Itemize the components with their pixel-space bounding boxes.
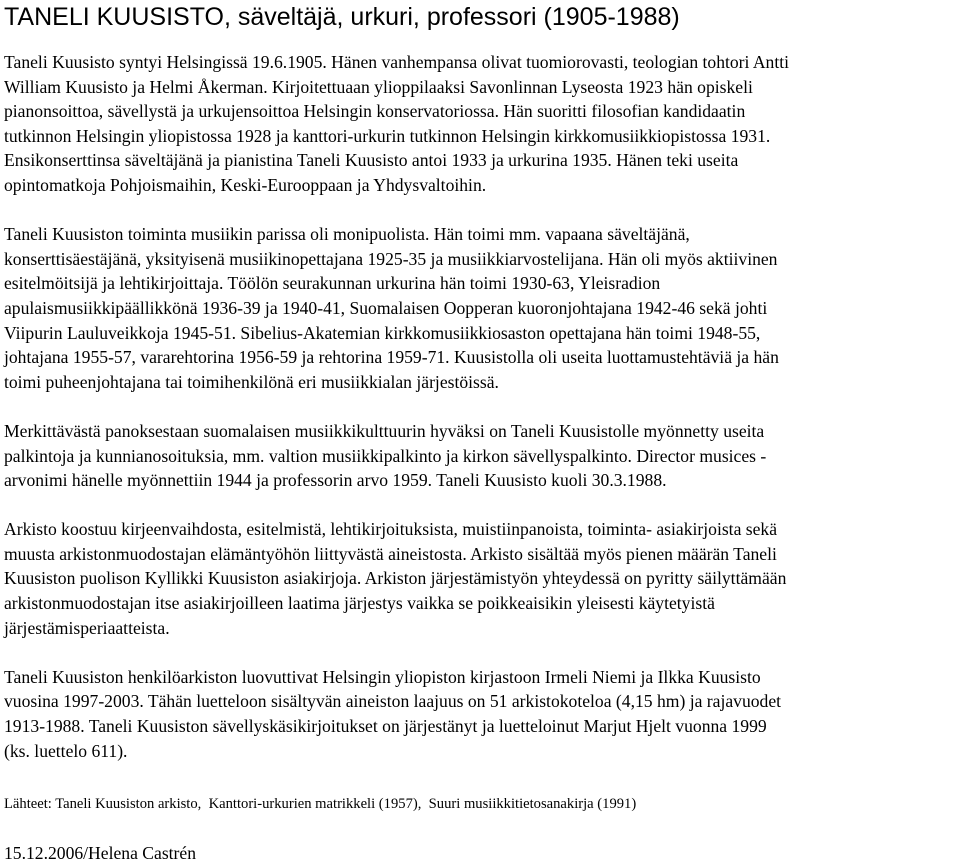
text-line: arkistonmuodostajan itse asiakirjoilleen laatima järjestys vaikka se poikkeaisikin yleisesti käytetyistä [4,593,715,614]
text-line: palkintoja ja kunnianosoituksia, mm. valtion musiikkipalkinto ja kirkon sävellyspalkinto. Director musices - [4,445,767,466]
text-line: apulaismusiikkipäällikkönä 1936-39 ja 1940-41, Suomalaisen Oopperan kuoronjohtajana 1942-46 sekä johti [4,297,768,318]
text-line: Taneli Kuusisto syntyi Helsingissä 19.6.1905. Hänen vanhempansa olivat tuomiorovasti, teologian tohtori Antti [4,52,790,72]
text-line: (ks. luettelo 611). [4,740,128,761]
text-line: opintomatkoja Pohjoismaihin, Keski-Eurooppaan ja Yhdysvaltoihin. [4,174,487,195]
sources-line: Lähteet: Taneli Kuusiston arkisto, Kanttori-urkurien matrikkeli (1957), Suuri musiikkitietosanakirja (1991) [4,796,637,812]
document-title: TANELI KUUSISTO, säveltäjä, urkuri, professori (1905-1988) [4,3,680,31]
text-line: konserttisäestäjänä, yksityisenä musiikinopettajana 1925-35 ja musiikkiarvostelijana. Hän oli myös aktiivinen [4,248,778,269]
text-line: Viipurin Lauluveikkoja 1945-51. Sibelius-Akatemian kirkkomusiikkiosaston opettajana hän toimi 1948-55, [4,322,761,343]
text-line: 1913-1988. Taneli Kuusiston sävellyskäsikirjoitukset on järjestänyt ja luetteloinut Marjut Hjelt vuonna 1999 [4,716,767,737]
text-line: toimi puheenjohtajana tai toimihenkilönä eri musiikkialan järjestöissä. [4,371,499,392]
text-line: William Kuusisto ja Helmi Åkerman. Kirjoitettuaan ylioppilaaksi Savonlinnan Lyseosta 1923 hän opiskeli [4,76,753,97]
text-line: järjestämisperiaatteista. [4,617,170,638]
text-line: muusta arkistonmuodostajan elämäntyöhön liittyvästä aineistosta. Arkisto sisältää myös pienen määrän Taneli [4,543,777,564]
paragraph-archive-donation [4,665,954,763]
text-line: Merkittävästä panoksestaan suomalaisen musiikkikulttuurin hyväksi on Taneli Kuusistolle myönnetty useita [4,420,765,441]
paragraph-career [4,222,954,394]
paragraph-honours [4,419,954,493]
text-line: Taneli Kuusiston henkilöarkiston luovuttivat Helsingin yliopiston kirjastoon Irmeli Niemi ja Ilkka Kuusisto [4,666,761,687]
document-body [4,50,954,788]
text-line: pianonsoittoa, sävellystä ja urkujensoittoa Helsingin konservatoriossa. Hän suoritti filosofian kandidaatin [4,101,746,122]
text-line: Kuusiston puolison Kyllikki Kuusiston asiakirjoja. Arkiston järjestämistyön yhteydessä on pyritty säilyttämään [4,568,787,589]
paragraph-biography [4,50,954,198]
paragraph-archive-contents [4,517,954,640]
text-line: Ensikonserttinsa säveltäjänä ja pianistina Taneli Kuusisto antoi 1933 ja urkurina 1935. Hänen teki useita [4,150,739,171]
text-line: arvonimi hänelle myönnettiin 1944 ja professorin arvo 1959. Taneli Kuusisto kuoli 30.3.1988. [4,470,667,491]
signature-line: 15.12.2006/Helena Castrén [4,843,197,863]
text-line: Arkisto koostuu kirjeenvaihdosta, esitelmistä, lehtikirjoituksista, muistiinpanoista, toiminta- asiakirjoista sekä [4,519,778,540]
text-line: Taneli Kuusiston toiminta musiikin parissa oli monipuolista. Hän toimi mm. vapaana säveltäjänä, [4,224,690,245]
text-line: johtajana 1955-57, vararehtorina 1956-59 ja rehtorina 1959-71. Kuusistolla oli useita luottamustehtäviä ja hän [4,347,779,368]
text-line: tutkinnon Helsingin yliopistossa 1928 ja kanttori-urkurin tutkinnon Helsingin kirkkomusiikkiopistossa 1931. [4,125,771,146]
text-line: vuosina 1997-2003. Tähän luetteloon sisältyvän aineiston laajuus on 51 arkistokoteloa (4,15 hm) ja rajavuodet [4,691,782,712]
text-line: esitelmöitsijä ja lehtikirjoittaja. Töölön seurakunnan urkurina hän toimi 1930-63, Yleisradion [4,273,661,294]
